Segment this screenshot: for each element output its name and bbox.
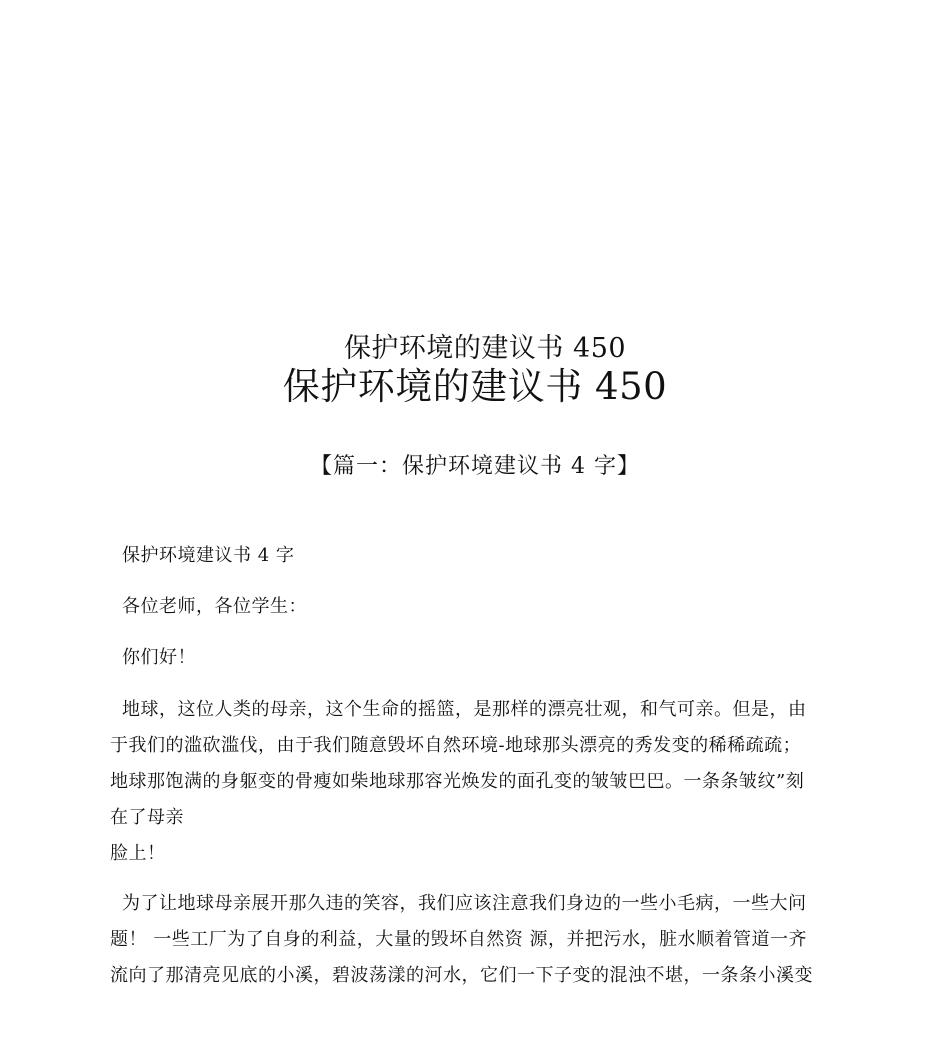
paragraph-greeting-audience — [110, 589, 842, 625]
paragraph-line: 脸上！ — [110, 843, 166, 864]
paragraph-line: 题！ 一些工厂为了自身的利益，大量的毁坏自然资 源，并把污水，脏水顺着管道一齐 — [110, 929, 807, 950]
paragraph-line: 地球那饱满的身躯变的骨瘦如柴地球那容光焕发的面孔变的皱皱巴巴。一条条皱纹”刻 — [110, 771, 805, 792]
paragraph-factory-pollution — [110, 886, 842, 994]
paragraph-line: 流向了那清亮见底的小溪，碧波荡漾的河水，它们一下子变的混浊不堪，一条条小溪变 — [110, 965, 813, 986]
document-title-small-text: 保护环境的建议书 450 — [343, 333, 627, 364]
paragraph: 保护环境建议书 4 字 — [122, 545, 295, 566]
section-heading: 【篇一：保护环境建议书 4 字】 — [310, 454, 640, 479]
paragraph-salutation-title — [110, 538, 842, 574]
paragraph-earth-mother — [110, 692, 842, 872]
paragraph-line: 于我们的滥砍滥伐，由于我们随意毁坏自然环境-地球那头漂亮的秀发变的稀稀疏疏； — [110, 735, 802, 756]
paragraph-line: 在了母亲 — [110, 807, 184, 828]
paragraph: 你们好！ — [122, 647, 196, 668]
paragraph: 各位老师，各位学生： — [122, 596, 307, 617]
paragraph-line: 地球，这位人类的母亲，这个生命的摇篮，是那样的漂亮壮观，和气可亲。但是，由 — [122, 699, 807, 720]
document-title-large: 保护环境的建议书 450 — [282, 365, 668, 408]
document-title-small — [0, 332, 950, 366]
paragraph-line: 为了让地球母亲展开那久违的笑容，我们应该注意我们身边的一些小毛病，一些大问 — [122, 893, 807, 914]
paragraph-hello — [110, 640, 842, 676]
